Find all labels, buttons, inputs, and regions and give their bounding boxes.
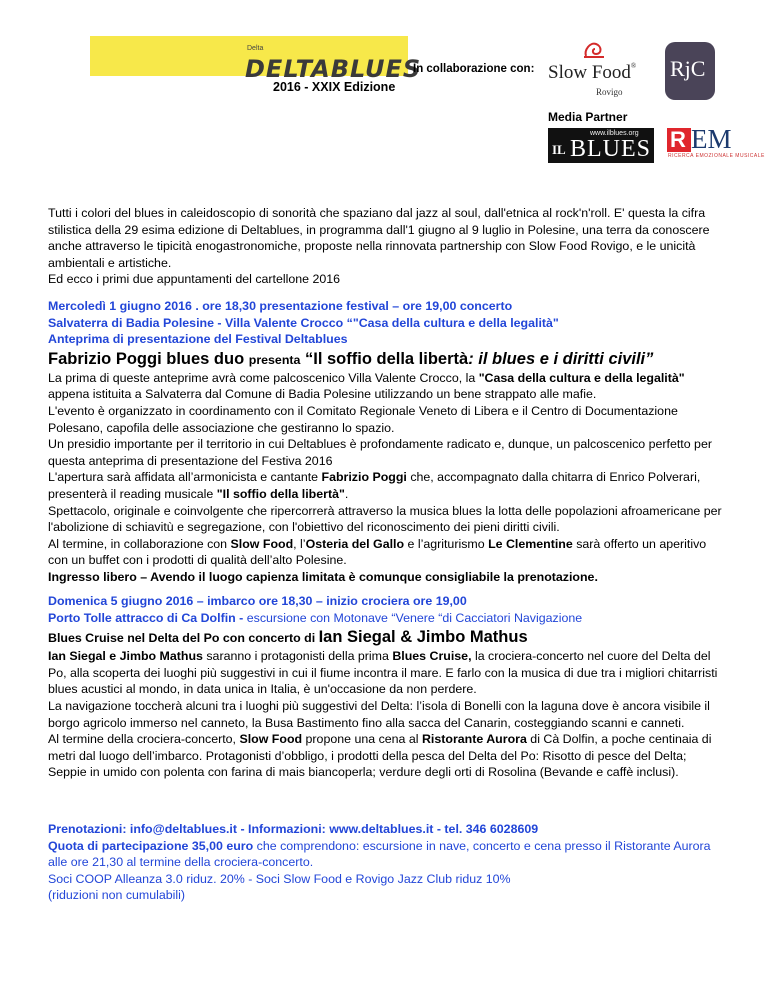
event-2-paragraph: Ian Siegal e Jimbo Mathus saranno i protagonisti della prima Blues Cruise, la crociera-concerto nel cuore del Delta del Po, alla scoperta dei luoghi più suggestivi in cui il fiume incontra il mare. E farlo con la musica di due tra i migliori chitarristi blues acustici al mondo, in data unica in Italia, è un'occasione da non perdere. bbox=[48, 649, 718, 697]
intro-paragraph: Tutti i colori del blues in caleidoscopio di sonorità che spaziano dal jazz al soul, dall'etnica al rock'n'roll. E' questa la cifra stilistica della 29 esima edizione di Deltablues, in programma dall'1 giugno al 9 luglio in Polesine, una terra da conoscere anche attraverso le tipicità enogastronomiche, proposte nella rinnovata partnership con Slow Food Rovigo, e le unicità ambientali e artistiche. bbox=[48, 206, 710, 270]
event-1-paragraph: Un presidio importante per il territorio in cui Deltablues è profondamente radicato e, dunque, un palcoscenico perfetto per questa anteprima di presentazione del Festiva 2016 bbox=[48, 437, 712, 468]
deltablues-logo: DELTABLUES bbox=[245, 55, 422, 83]
rem-logo-em: EM bbox=[691, 124, 732, 154]
event-2-section bbox=[48, 593, 728, 781]
event-1-title: Fabrizio Poggi blues duo presenta “Il soffio della libertà: il blues e i diritti civili” bbox=[48, 349, 654, 368]
booking-contacts: Prenotazioni: info@deltablues.it - Informazioni: www.deltablues.it - tel. 346 6028609 bbox=[48, 822, 539, 836]
event-1-section bbox=[48, 298, 728, 586]
intro-lead: Ed ecco i primi due appuntamenti del cartellone 2016 bbox=[48, 272, 341, 287]
event-2-venue: Porto Tolle attracco di Ca Dolfin - escursione con Motonave “Venere “di Cacciatori Navigazione bbox=[48, 610, 583, 625]
booking-section bbox=[48, 821, 728, 904]
event-2-paragraph: La navigazione toccherà alcuni tra i luoghi più suggestivi del Delta: l’isola di Bonelli con la laguna dove è ancora visibile il borgo agricolo immerso nel canneto, la Busa Bastimento fino alla sacca del Canarin, costeggiando scanni e canneti. bbox=[48, 698, 710, 730]
intro-section bbox=[48, 205, 728, 288]
il-blues-logo-il: IL bbox=[552, 142, 566, 157]
rem-logo-r: R bbox=[670, 127, 686, 152]
event-1-entry-note: Ingresso libero – Avendo il luogo capienza limitata è comunque consigliabile la prenotazione. bbox=[48, 569, 598, 584]
booking-discounts: Soci COOP Alleanza 3.0 riduz. 20% - Soci Slow Food e Rovigo Jazz Club riduz 10% bbox=[48, 871, 511, 886]
event-2-title: Blues Cruise nel Delta del Po con concerto di Ian Siegal & Jimbo Mathus bbox=[48, 628, 528, 647]
slow-food-city: Rovigo bbox=[596, 87, 623, 97]
event-1-venue: Salvaterra di Badia Polesine - Villa Valente Crocco “"Casa della cultura e della legalità" bbox=[48, 315, 559, 330]
event-1-paragraph: L'apertura sarà affidata all’armonicista e cantante Fabrizio Poggi che, accompagnato dalla chitarra di Enrico Polverari, presenterà il reading musicale "Il soffio della libertà". bbox=[48, 470, 701, 501]
edition-label: 2016 - XXIX Edizione bbox=[273, 80, 396, 94]
event-2-paragraph: Al termine della crociera-concerto, Slow Food propone una cena al Ristorante Aurora di Cà Dolfin, a poche centinaia di metri dal luogo dell’imbarco. Protagonisti d’obbligo, i prodotti della pesca del Delta del Po: Risotto di pesce del Delta; Seppie in umido con polenta con farina di mais biancoperla; verdure degli orti di Rosolina (Bevande e caffè inclusi). bbox=[48, 732, 712, 780]
event-1-paragraph: La prima di queste anteprime avrà come palcoscenico Villa Valente Crocco, la "Casa della cultura e della legalità" appena istituita a Salvaterra dal Comune di Badia Polesine utilizzando un bene strappato alle mafie. bbox=[48, 370, 685, 402]
deltablues-logo-small-text: Delta bbox=[247, 45, 264, 52]
event-1-paragraph: L'evento è organizzato in coordinamento con il Comitato Regionale Veneto di Libera e il Centro di Documentazione Polesano, capofila delle associazione che gestiranno lo spazio. bbox=[48, 403, 678, 435]
rjc-logo-text: RjC bbox=[670, 56, 706, 81]
collaboration-label: In collaborazione con: bbox=[413, 63, 535, 75]
rem-logo-subtitle: RICERCA EMOZIONALE MUSICALE bbox=[668, 153, 765, 159]
event-2-date: Domenica 5 giugno 2016 – imbarco ore 18,30 – inizio crociera ore 19,00 bbox=[48, 594, 467, 608]
snail-icon bbox=[582, 40, 606, 60]
il-blues-url: www.ilblues.org bbox=[590, 130, 639, 137]
event-1-paragraph: Spettacolo, originale e coinvolgente che ripercorrerà attraverso la musica blues la lotta delle popolazioni afroamericane per l'abolizione di schiavitù e segregazione, con l'obiettivo del riconoscimento dei pieni diritti civili. bbox=[48, 503, 722, 535]
booking-discount-note: (riduzioni non cumulabili) bbox=[48, 888, 186, 903]
event-1-paragraph: Al termine, in collaborazione con Slow Food, l’Osteria del Gallo e l’agriturismo Le Clementine sarà offerto un aperitivo con un buffet con i prodotti di qualità dell’alto Polesine. bbox=[48, 536, 707, 568]
il-blues-logo-name: BLUES bbox=[570, 136, 652, 162]
slow-food-logo: Slow Food® bbox=[548, 62, 637, 83]
event-1-date: Mercoledì 1 giugno 2016 . ore 18,30 presentazione festival – ore 19,00 concerto bbox=[48, 299, 513, 313]
media-partner-label: Media Partner bbox=[548, 110, 628, 124]
booking-price: Quota di partecipazione 35,00 euro che comprendono: escursione in nave, concerto e cena presso il Ristorante Aurora alle ore 21,30 al termine della crociera-concerto. bbox=[48, 838, 711, 870]
event-1-subtitle: Anteprima di presentazione del Festival Deltablues bbox=[48, 332, 348, 347]
